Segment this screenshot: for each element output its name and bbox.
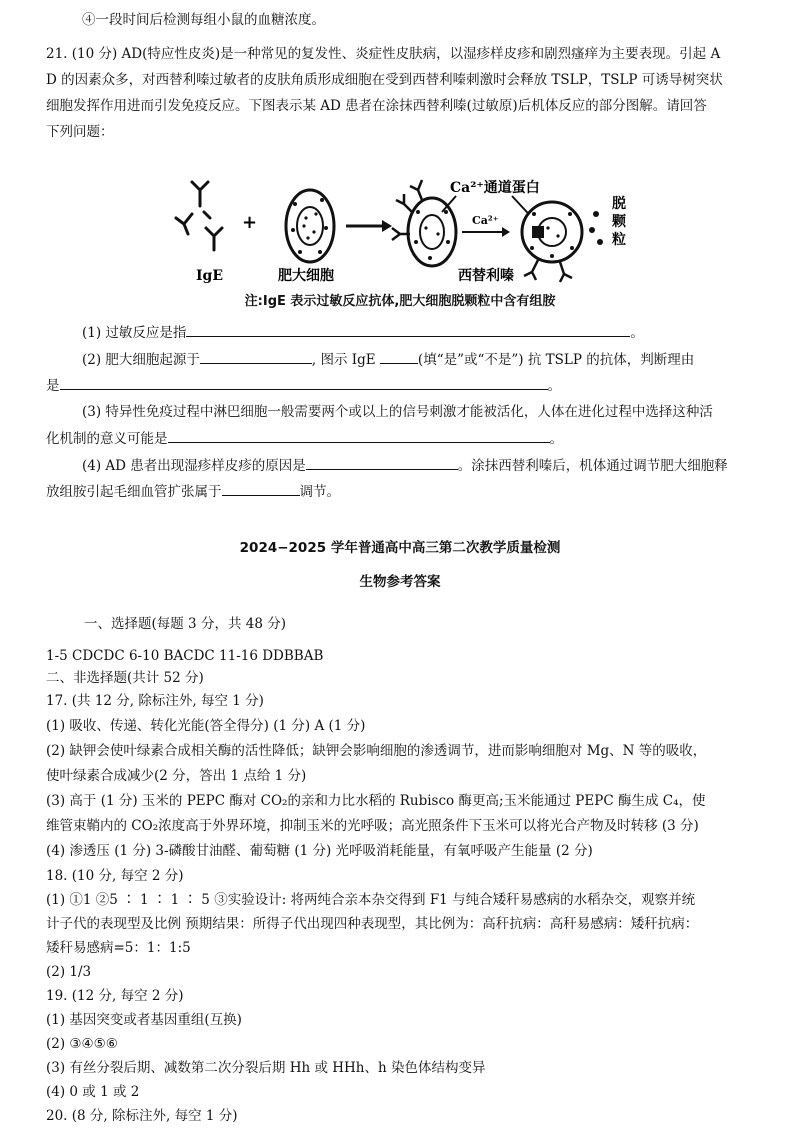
q21-p2-text-d: 是	[46, 378, 60, 394]
q21-p4-regulation-blank[interactable]	[222, 481, 300, 496]
q21-part-1	[82, 322, 754, 343]
answer-line: 17. (共 12 分, 除标注外, 每空 1 分)	[46, 693, 264, 709]
plus-sign: +	[242, 212, 258, 233]
answer-line: (1) 基因突变或者基因重组(互换)	[46, 1012, 242, 1028]
q21-p1-answer-blank[interactable]	[186, 322, 630, 337]
answer-line: (2) ③④⑤⑥	[46, 1036, 118, 1052]
q21-p1-end: 。	[630, 325, 644, 341]
answer-title: 2024−2025 学年普通高中高三第二次教学质量检测	[239, 540, 561, 556]
q21-p4-text-b: 。涂抹西替利嗪后，机体通过调节肥大细胞释	[457, 458, 728, 474]
q21-part-3: (3) 特异性免疫过程中淋巴细胞一般需要两个或以上的信号刺激才能被活化，人体在进化过程中选择这种活	[82, 404, 713, 420]
q21-part-2	[82, 349, 754, 370]
answer-line: (1) ①1 ②5 ∶ 1 ∶ 1 ∶ 5 ③实验设计: 将两纯合亲本杂交得到 F1 与纯合矮秆易感病的水稻杂交，观察并统	[46, 892, 696, 908]
q21-part-2-cont	[46, 375, 754, 396]
answer-line: 二、非选择题(共计 52 分)	[46, 670, 204, 686]
q21-p3-end: 。	[549, 431, 563, 447]
ca-ion-label: Ca²⁺	[472, 214, 499, 227]
mast-cell-icon	[286, 190, 334, 262]
q21-p2-yesno-blank[interactable]	[380, 349, 418, 364]
q21-part-4	[82, 455, 754, 476]
q21-p4-end: 调节。	[299, 484, 340, 500]
drug-label: 西替利嗪	[458, 268, 514, 284]
q21-figure	[160, 168, 660, 298]
ige-label: IgE	[196, 268, 224, 284]
answer-line: 使叶绿素合成减少(2 分，答出 1 点给 1 分)	[46, 768, 307, 784]
q21-part-3-cont	[46, 428, 754, 449]
degranulating-cell-icon	[522, 202, 582, 282]
answer-line: 计子代的表现型及比例 预期结果：所得子代出现四种表现型，其比例为：高秆抗病：高秆易感病：矮秆抗病：	[46, 916, 699, 932]
answer-line: (2) 缺钾会使叶绿素合成相关酶的活性降低；缺钾会影响细胞的渗透调节，进而影响细胞对 Mg、N 等的吸收，	[46, 743, 707, 759]
answer-line: 20. (8 分, 除标注外, 每空 1 分)	[46, 1108, 238, 1124]
answer-line: (3) 有丝分裂后期、减数第二次分裂后期 Hh 或 HHh、h 染色体结构变异	[46, 1060, 486, 1076]
answer-line: (4) 渗透压 (1 分) 3-磷酸甘油醛、葡萄糖 (1 分) 光呼吸消耗能量，有氧呼吸产生能量 (2 分)	[46, 843, 593, 859]
arrow-head-icon	[382, 220, 392, 232]
q21-intro-line-4: 下列问题：	[46, 124, 114, 140]
answer-line: (4) 0 或 1 或 2	[46, 1084, 140, 1100]
ca-flow-arrow-head-icon	[502, 227, 510, 237]
ca-channel-label: Ca²⁺通道蛋白	[450, 180, 540, 196]
mast-cell-label: 肥大细胞	[278, 268, 334, 284]
q21-intro-line-2: D 的因素众多，对西替利嗪过敏者的皮肤角质形成细胞在受到西替利嗪刺激时会释放 TSLP，TSLP 可诱导树突状	[46, 72, 723, 88]
q21-p2-reason-blank[interactable]	[60, 375, 548, 390]
q21-p4-cause-blank[interactable]	[306, 455, 458, 470]
answer-line: 19. (12 分, 每空 2 分)	[46, 988, 184, 1004]
answer-subtitle: 生物参考答案	[359, 574, 441, 590]
top-line: ④一段时间后检测每组小鼠的血糖浓度。	[82, 12, 325, 28]
answer-line: 矮秆易感病=5：1：1:5	[46, 940, 191, 956]
answer-line: 维管束鞘内的 CO₂浓度高于外界环境，抑制玉米的光呼吸；高光照条件下玉米可以将光合产物及时转移 (3 分)	[46, 818, 699, 834]
answer-line: (2) 1/3	[46, 964, 92, 980]
degranulation-label: 脱 颗 粒	[612, 196, 626, 248]
q21-intro-line-3: 细胞发挥作用进而引发免疫反应。下图表示某 AD 患者在涂抹西替利嗪(过敏原)后机体反应的部分图解。请回答	[46, 98, 707, 114]
q21-p1-text: (1) 过敏反应是指	[82, 325, 187, 341]
q21-p2-text-a: (2) 肥大细胞起源于	[82, 352, 200, 368]
answer-line: (3) 高于 (1 分) 玉米的 PEPC 酶对 CO₂的亲和力比水稻的 Rubisco 酶更高;玉米能通过 PEPC 酶生成 C₄，使	[46, 793, 706, 809]
answer-line: 18. (10 分, 每空 2 分)	[46, 868, 184, 884]
ige-antibodies-icon	[176, 182, 222, 250]
q21-p4-text-a: (4) AD 患者出现湿疹样皮疹的原因是	[82, 458, 306, 474]
granules-icon	[589, 211, 603, 245]
q21-intro-line-1: 21. (10 分) AD(特应性皮炎)是一种常见的复发性、炎症性皮肤病，以湿疹样皮疹和剧烈瘙痒为主要表现。引起 A	[46, 46, 721, 62]
answer-line: (1) 吸收、传递、转化光能(答全得分) (1 分) A (1 分)	[46, 718, 366, 734]
sensitized-mast-cell-icon	[392, 180, 456, 266]
answer-line: 1-5 CDCDC 6-10 BACDC 11-16 DDBBAB	[46, 648, 324, 664]
q21-p3-answer-blank[interactable]	[168, 428, 550, 443]
q21-p2-origin-blank[interactable]	[200, 349, 312, 364]
figure-note: 注:IgE 表示过敏反应抗体,肥大细胞脱颗粒中含有组胺	[244, 294, 556, 309]
q21-p4-text-c: 放组胺引起毛细血管扩张属于	[46, 484, 222, 500]
q21-p2-text-c: (填“是”或“不是”) 抗 TSLP 的抗体，判断理由	[417, 352, 695, 368]
q21-p3-text-b: 化机制的意义可能是	[46, 431, 168, 447]
q21-part-4-cont	[46, 481, 754, 502]
q21-p2-text-b: , 图示 IgE	[311, 352, 376, 368]
q21-p2-end: 。	[547, 378, 561, 394]
answer-line: 一、选择题(每题 3 分，共 48 分)	[84, 616, 286, 632]
